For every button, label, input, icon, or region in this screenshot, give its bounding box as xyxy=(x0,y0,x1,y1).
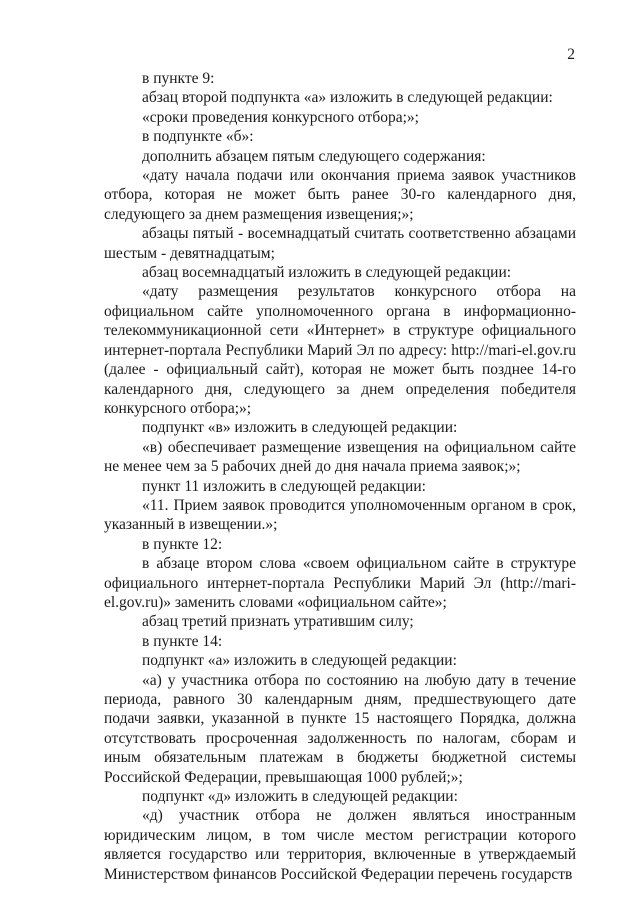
paragraph: «11. Прием заявок проводится уполномоченным органом в срок, указанный в извещении.»; xyxy=(104,496,576,534)
paragraph: абзацы пятый - восемнадцатый считать соответственно абзацами шестым - девятнадцатым; xyxy=(104,225,576,262)
paragraph: в пункте 12: xyxy=(142,535,223,553)
paragraph: «а) у участника отбора по состоянию на любую дату в течение периода, равного 30 календарным дням, предшествующего дате подачи заявки, указанной в пункте 15 настоящего Порядка, должна отсутствовать просроченная задолженность по налогам, сборам и иным обязательным платежам в бюджеты бюджетной системы Российской Федерации, превышающая 1000 рублей;»; xyxy=(104,671,576,786)
document-body xyxy=(104,69,576,884)
page-number: 2 xyxy=(567,46,575,63)
paragraph: «в) обеспечивает размещение извещения на официальном сайте не менее чем за 5 рабочих дней до дня начала приема заявок;»; xyxy=(104,438,576,476)
paragraph: абзац второй подпункта «а» изложить в следующей редакции: xyxy=(142,89,553,107)
paragraph: в абзаце втором слова «своем официальном сайте в структуре официального интернет-портала Республики Марий Эл (http://mari-el.gov.ru)» заменить словами «официальном сайте»; xyxy=(104,555,576,611)
paragraph: «д) участник отбора не должен являться иностранным юридическим лицом, в том числе местом регистрации которого является государство или территория, включенные в утверждаемый Министерством финансов Российской Федерации перечень государств xyxy=(104,807,576,883)
paragraph: подпункт «д» изложить в следующей редакции: xyxy=(142,788,458,806)
paragraph: «дату начала подачи или окончания приема заявок участников отбора, которая не может быть ранее 30-го календарного дня, следующего за днем размещения извещения;»; xyxy=(104,167,576,223)
paragraph: подпункт «а» изложить в следующей редакции: xyxy=(142,652,457,670)
paragraph: «дату размещения результатов конкурсного отбора на официальном сайте уполномоченного органа в информационно-телекоммуникационной сети «Интернет» в структуре официального интернет-портала Республики Марий Эл по адресу: http://mari-el.gov.ru (далее - официальный сайт), которая не может быть позднее 14-го календарного дня, следующего за днем определения победителя конкурсного отбора;»; xyxy=(104,283,576,417)
paragraph: дополнить абзацем пятым следующего содержания: xyxy=(142,147,486,165)
paragraph: в подпункте «б»: xyxy=(142,128,254,146)
paragraph: абзац третий признать утратившим силу; xyxy=(142,613,414,631)
paragraph: в пункте 9: xyxy=(142,70,215,87)
paragraph: пункт 11 изложить в следующей редакции: xyxy=(142,477,426,495)
paragraph: подпункт «в» изложить в следующей редакции: xyxy=(142,419,458,437)
paragraph: в пункте 14: xyxy=(142,632,223,650)
paragraph: абзац восемнадцатый изложить в следующей редакции: xyxy=(142,264,512,282)
paragraph: «сроки проведения конкурсного отбора;»; xyxy=(142,108,419,126)
